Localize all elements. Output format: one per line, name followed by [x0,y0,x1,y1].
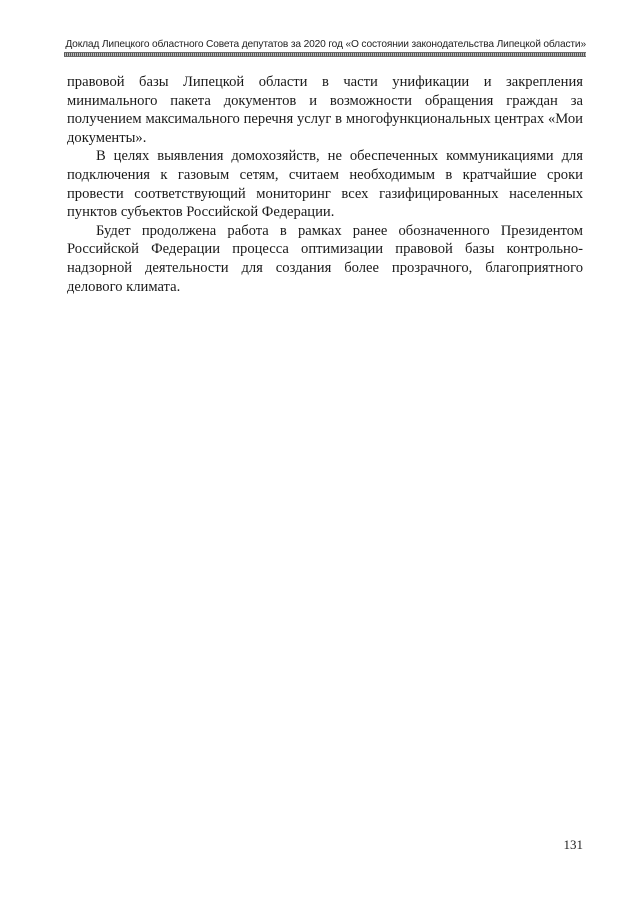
paragraph-continuation: правовой базы Липецкой области в части унификации и закрепления минимального пакета документов и возможности обращения граждан за получением максимального перечня услуг в многофункциональных центрах «Мои документы». [67,74,583,146]
running-header: Доклад Липецкого областного Совета депутатов за 2020 год «О состоянии законодательства Липецкой области» [65,39,586,50]
header-rule [64,52,586,57]
body-text [67,73,583,296]
paragraph-gas-monitoring: В целях выявления домохозяйств, не обеспеченных коммуникациями для подключения к газовым сетям, считаем необходимым в кратчайшие сроки провести соответствующий мониторинг всех газифицированных населенных пунктов субъектов Российской Федерации. [67,148,583,221]
paragraph-regulatory-optimization: Будет продолжена работа в рамках ранее обозначенного Президентом Российской Федерации процесса оптимизации правовой базы контрольно-надзорной деятельности для создания более прозрачного, благоприятного делового климата. [67,222,583,295]
page-number: 131 [563,837,583,852]
